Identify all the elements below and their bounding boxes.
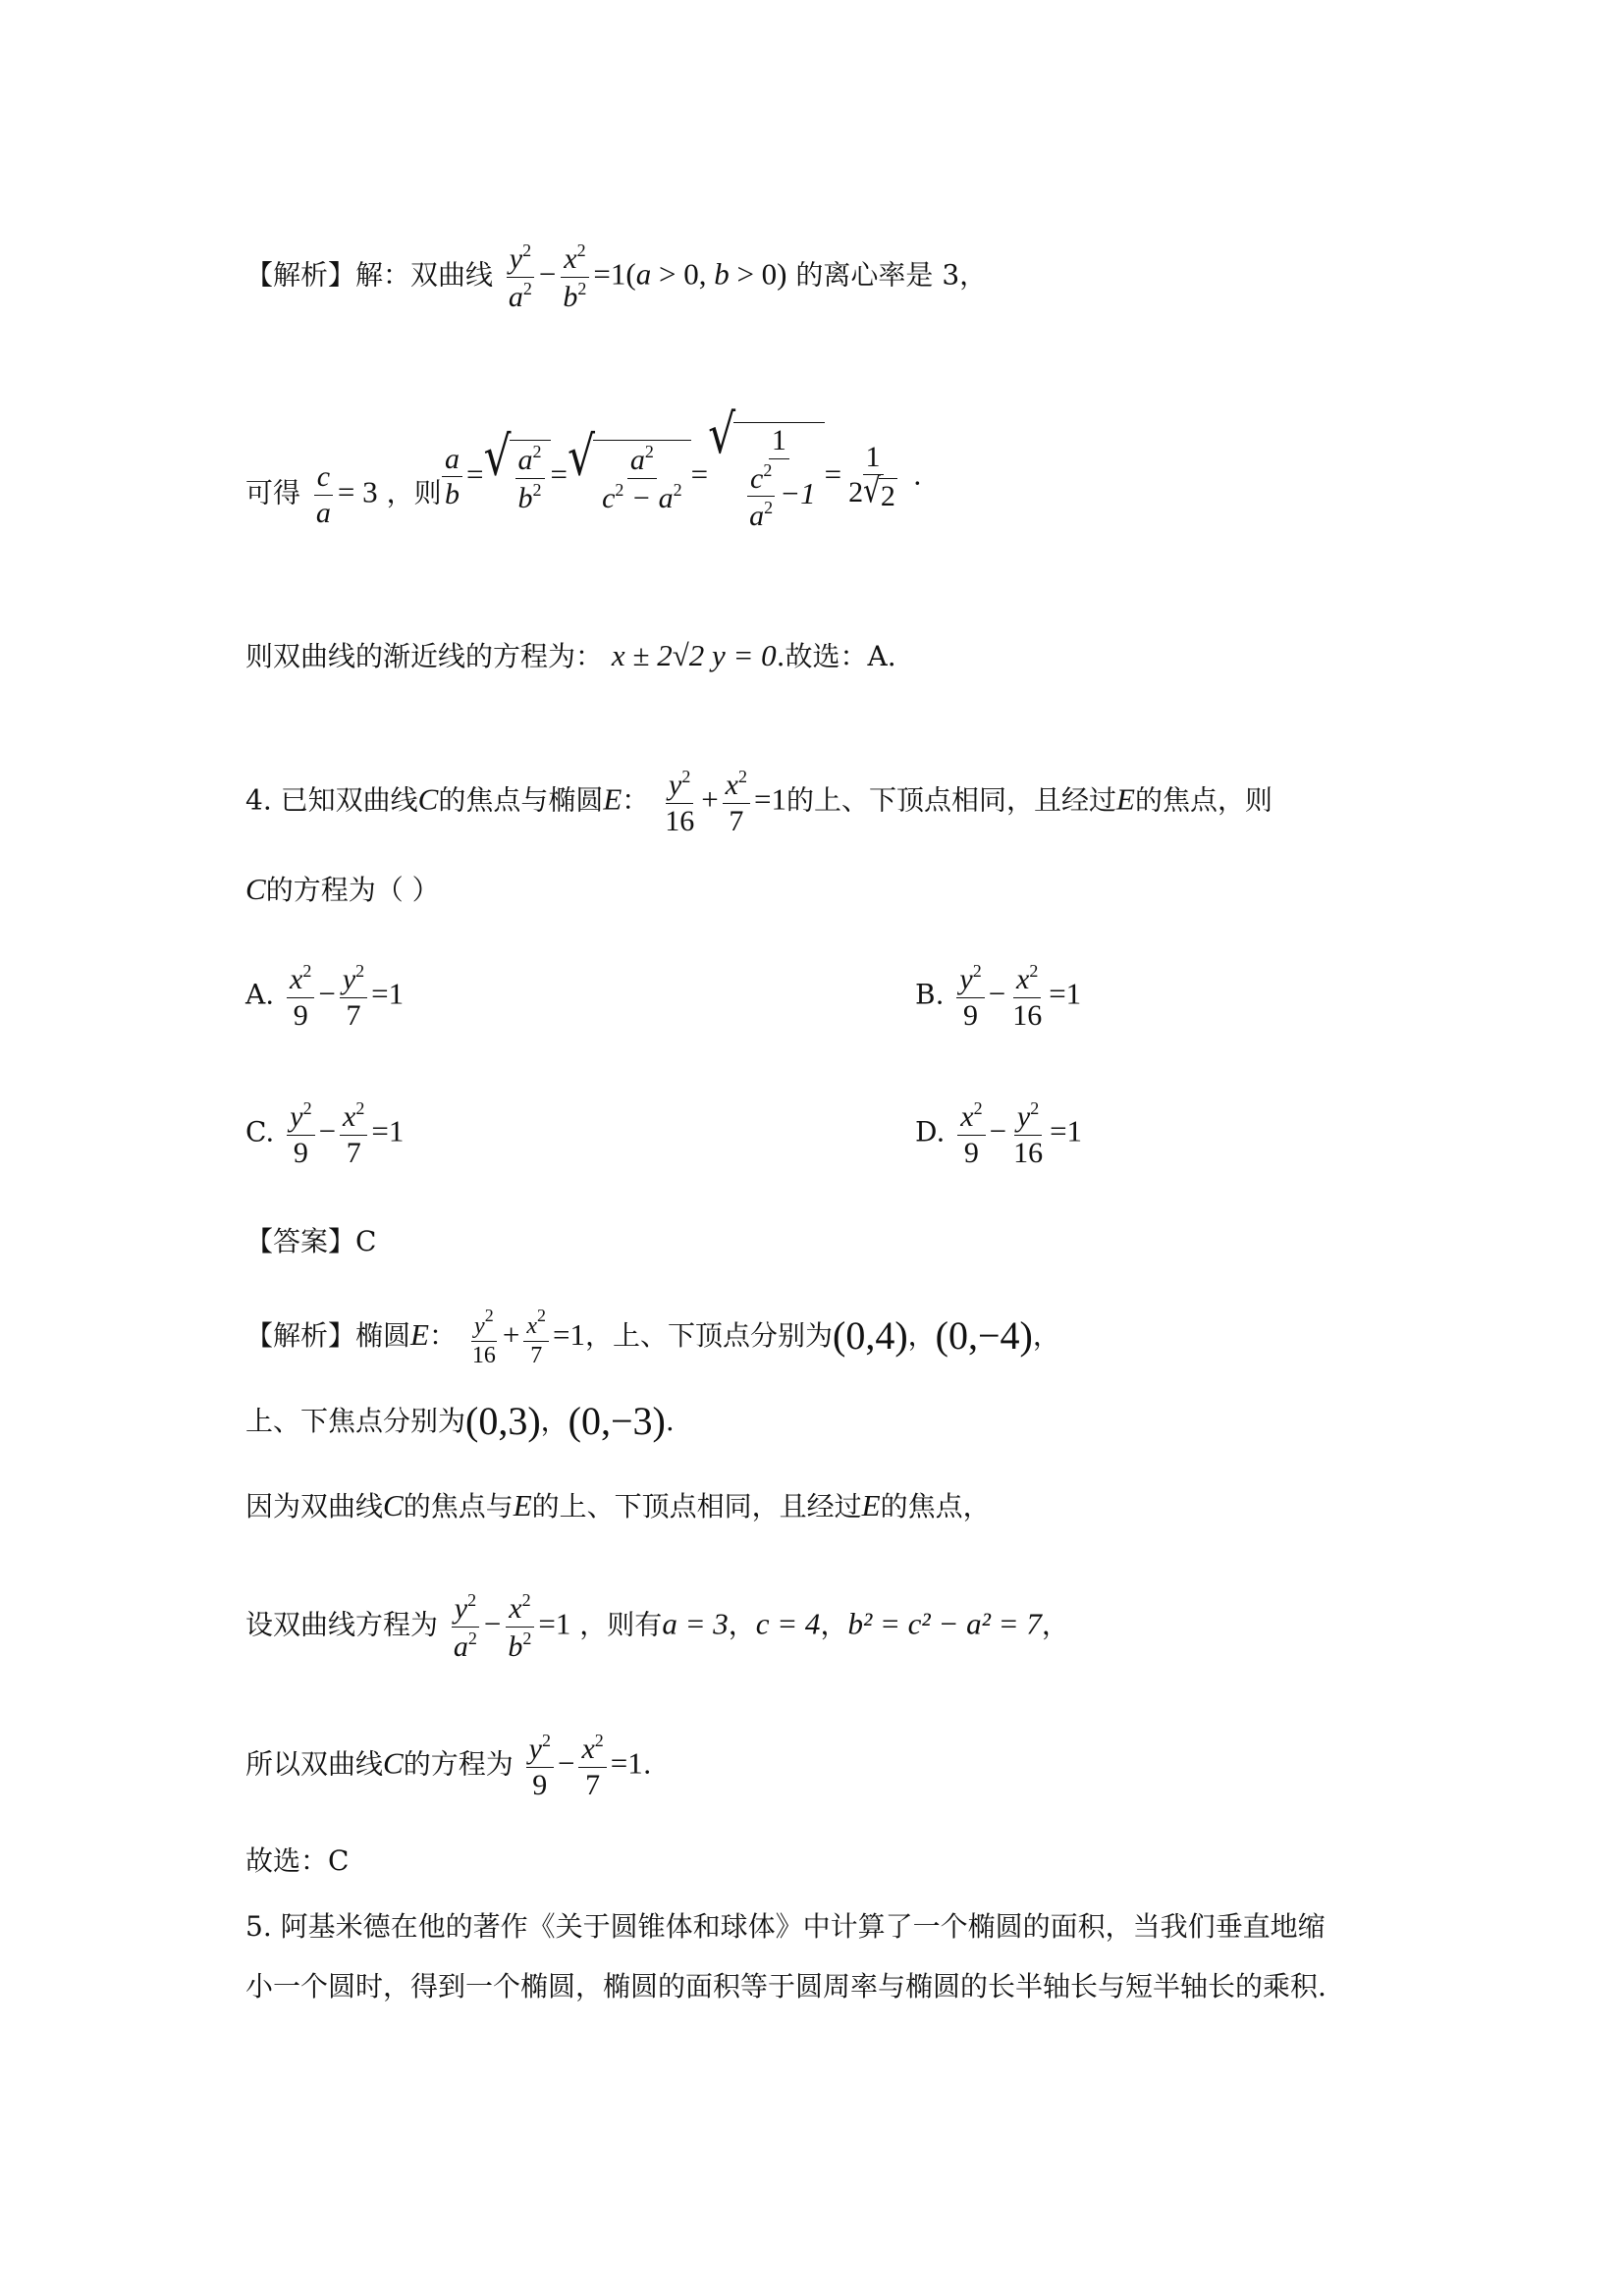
option-a[interactable]: A. $\frac{x^2}{9}$ − $\frac{y^2}{7}$ =1 xyxy=(245,961,405,1032)
question-4-stem-a: 4. 已知双曲线 xyxy=(245,783,418,817)
option-a-label: A. xyxy=(245,978,275,1011)
explanation-5-b: 的方程为 xyxy=(403,1747,514,1781)
explanation-line-3 xyxy=(245,1486,991,1526)
analysis-line-2: 可得 $\frac{c}{a}$ = 3 ，则 xyxy=(245,460,442,529)
symbol-E-3: E xyxy=(410,1317,429,1353)
explanation-1-b: ： xyxy=(428,1319,457,1353)
fraction-x2-b2: $\frac{x^2}{b^2}$ xyxy=(560,241,589,312)
explanation-5-a: 所以双曲线 xyxy=(245,1747,384,1781)
question-4-stem-d: 的上、下顶点相同，且经过 xyxy=(785,783,1116,817)
analysis-line-1-prefix: 【解析】解：双曲线 xyxy=(245,258,494,292)
option-c[interactable]: C. $\frac{y^2}{9}$ − $\frac{x^2}{7}$ =1 xyxy=(245,1098,405,1169)
analysis-line-1: 【解析】解：双曲线 $\frac{y^2}{a^2}$ − $\frac{x^2}{b^2}$ =1(a > 0, b > 0) 的离心率是 3， xyxy=(245,240,988,313)
explanation-2-end: . xyxy=(665,1405,675,1437)
focus-top: (0,3) xyxy=(465,1399,541,1443)
explanation-3-a: 因为双曲线 xyxy=(245,1490,384,1522)
symbol-E-2: E xyxy=(1116,781,1135,817)
explanation-2-a: 上、下焦点分别为 xyxy=(245,1405,466,1437)
symbol-C-3: C xyxy=(383,1488,404,1522)
vertex-top: (0,4) xyxy=(833,1313,908,1359)
option-b[interactable]: B. $\frac{y^2}{9}$ − $\frac{x^2}{16}$ =1 xyxy=(915,961,1082,1032)
focus-bottom: (0,−3) xyxy=(568,1399,666,1443)
explanation-2-sep: ， xyxy=(540,1405,568,1437)
explanation-4-end: ， xyxy=(1041,1608,1069,1641)
option-d[interactable]: D. $\frac{x^2}{9}$ − $\frac{y^2}{16}$ =1 xyxy=(915,1098,1083,1169)
analysis-line-2-prefix: 可得 xyxy=(245,476,301,509)
question-4-stem-c: ： xyxy=(622,783,650,817)
question-5-line-1: 5. 阿基米德在他的著作《关于圆锥体和球体》中计算了一个椭圆的面积，当我们垂直地缩 xyxy=(245,1910,1326,1943)
symbol-C: C xyxy=(417,781,439,817)
symbol-C-2: C xyxy=(245,872,266,906)
explanation-line-1: 【解析】椭圆E： $\frac{y^2}{16}$ + $\frac{x^2}{7}$ =1，上、下顶点分别为(0,4)，(0,−4)， xyxy=(245,1306,1060,1369)
fraction-y2-16: $\frac{y^2}{16}$ xyxy=(665,767,695,837)
symbol-E-4: E xyxy=(513,1488,532,1522)
value-a: a = 3 xyxy=(662,1606,729,1641)
explanation-1-c: ，上、下顶点分别为 xyxy=(585,1319,834,1353)
fraction-c-a: $\frac{c}{a}$ xyxy=(313,461,334,528)
analysis-line-2-end: . xyxy=(912,458,922,492)
answer-label: 【答案】C xyxy=(245,1225,377,1257)
explanation-line-4: 设双曲线方程为 $\frac{y^2}{a^2}$ − $\frac{x^2}{b^2}$ =1 ，则有a = 3，c = 4，b² = c² − a² = 7， xyxy=(245,1590,1069,1663)
explanation-line-2 xyxy=(245,1399,675,1443)
explanation-4-sep2: ， xyxy=(820,1608,848,1641)
option-b-label: B. xyxy=(915,978,945,1011)
explanation-3-d: 的焦点， xyxy=(880,1490,991,1522)
option-d-label: D. xyxy=(915,1115,946,1148)
analysis-line-3-prefix: 则双曲线的渐近线的方程为： xyxy=(245,640,604,672)
fraction-x2-7: $\frac{x^2}{7}$ xyxy=(723,768,750,836)
explanation-line-5: 所以双曲线C的方程为 $\frac{y^2}{9}$ − $\frac{x^2}{7}$ =1. xyxy=(245,1731,652,1801)
explanation-4-sep: ， xyxy=(728,1608,756,1641)
explanation-3-c: 的上、下顶点相同，且经过 xyxy=(531,1490,862,1522)
explanation-4-a: 设双曲线方程为 xyxy=(245,1608,439,1641)
symbol-C-4: C xyxy=(383,1745,404,1781)
analysis-line-2-mid: ，则 xyxy=(386,476,442,509)
question-5-line-2: 小一个圆时，得到一个椭圆，椭圆的面积等于圆周率与椭圆的长半轴长与短半轴长的乘积. xyxy=(245,1970,1326,2002)
symbol-E: E xyxy=(603,781,623,817)
analysis-line-1-suffix: 的离心率是 3， xyxy=(795,258,988,292)
conclusion: 故选：C xyxy=(245,1844,350,1877)
analysis-line-3-suffix: .故选：A. xyxy=(776,640,896,672)
analysis-line-3 xyxy=(245,636,896,676)
question-4-stem-e: 的焦点，则 xyxy=(1134,783,1272,817)
explanation-5-end: . xyxy=(642,1747,652,1781)
explanation-1-sep: ， xyxy=(907,1319,936,1353)
symbol-E-5: E xyxy=(861,1488,881,1522)
ratio-derivation: $\frac{a}{b}$ = √ $\frac{a^2}{b^2}$ = √ $\frac{a^2}{c^2 - a^2}$ = √ 1 $\frac{c^2}{a^2}$ −1 = 1 2 √ 2 . xyxy=(438,422,922,532)
explanation-1-a: 【解析】椭圆 xyxy=(245,1319,411,1353)
explanation-1-end: ， xyxy=(1032,1319,1060,1353)
asymptote-equation: x ± 2√2 y = 0 xyxy=(611,638,777,672)
value-b2: b² = c² − a² = 7 xyxy=(847,1606,1042,1641)
value-c: c = 4 xyxy=(755,1606,821,1641)
explanation-3-b: 的焦点与 xyxy=(403,1490,514,1522)
vertex-bottom: (0,−4) xyxy=(935,1313,1033,1359)
fraction-y2-a2: $\frac{y^2}{a^2}$ xyxy=(506,241,535,312)
explanation-4-b: ，则有 xyxy=(579,1608,663,1641)
question-4-stem: 4. 已知双曲线C的焦点与椭圆E： $\frac{y^2}{16}$ + $\frac{x^2}{7}$ =1的上、下顶点相同，且经过E的焦点，则 xyxy=(245,767,1272,837)
question-4-stem2-text: 的方程为（ ） xyxy=(265,874,440,906)
question-4-stem-b: 的焦点与椭圆 xyxy=(438,783,604,817)
option-c-label: C. xyxy=(245,1115,275,1148)
question-4-stem-2 xyxy=(245,870,440,910)
